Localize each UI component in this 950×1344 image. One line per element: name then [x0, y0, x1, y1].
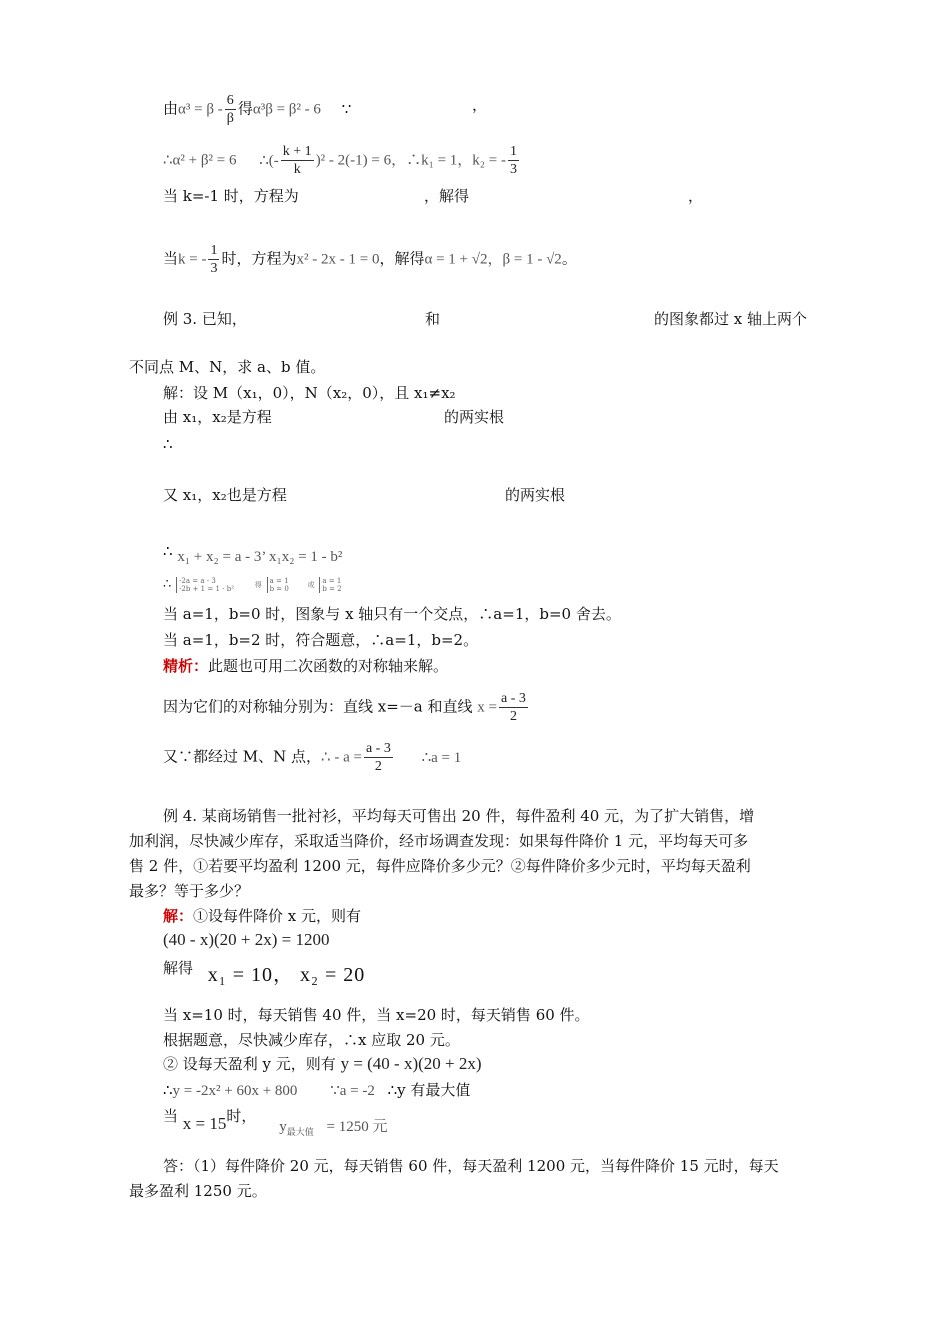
fraction-numerator: 1	[510, 144, 517, 159]
example-4-line-2: 加利润，尽快减少库存，采取适当降价，经市场调查发现：如果每件降价 1 元，平均每天可多	[129, 832, 749, 850]
therefore-symbol: ∴	[163, 542, 173, 560]
equation: ∵a = -2	[330, 1083, 375, 1099]
vieta-line	[163, 541, 343, 565]
derivation-line-2	[163, 143, 521, 178]
example-3-and: 和	[425, 310, 441, 328]
solution-4-start	[163, 906, 361, 926]
text: 或	[307, 581, 315, 589]
result: b = 0	[269, 585, 289, 593]
choose-line: 根据题意，尽快减少库存，∴x 应取 20 元。	[163, 1031, 460, 1049]
quadratic-line	[163, 1080, 470, 1101]
analysis-line	[163, 656, 448, 676]
equation: ∴(-	[259, 152, 279, 169]
example-4-line-1: 例 4. 某商场销售一批衬衫，平均每天可售出 20 件，每件盈利 40 元，为了扩大销售，增	[163, 807, 755, 825]
again-line	[163, 740, 461, 775]
example-3-text: 的图象都过 x 轴上两个	[654, 310, 807, 328]
equation: ∴a = 1	[421, 749, 462, 766]
text: ①设每件降价 x 元，则有	[193, 907, 362, 925]
fraction	[499, 690, 528, 725]
text: 。	[561, 249, 577, 268]
solution-roots-1: 由 x₁，x₂是方程	[163, 408, 272, 426]
text: 时，	[226, 1107, 257, 1125]
case-discard: 当 a=1，b=0 时，图象与 x 轴只有一个交点，∴a=1，b=0 舍去。	[163, 605, 621, 623]
fraction-denominator: 3	[210, 261, 218, 276]
case-k-minus-1: 当 k=-1 时，方程为	[163, 187, 299, 205]
fraction-numerator: a - 3	[501, 691, 526, 706]
text: 时，方程为	[221, 249, 297, 268]
fraction-denominator: β	[226, 111, 234, 126]
solution-setup: 解：设 M（x₁，0），N（x₂，0），且 x₁≠x₂	[163, 384, 456, 402]
therefore-symbol: ∴	[163, 577, 172, 592]
fraction-denominator: 3	[510, 162, 517, 177]
equation: k = -	[178, 251, 207, 268]
equation: ∴ - a =	[321, 749, 362, 766]
example-3-heading: 例 3. 已知，	[163, 310, 247, 328]
example-4-line-4: 最多？等于多少？	[129, 882, 250, 900]
system-equation: -2a = a - 3	[179, 577, 216, 585]
equation: α³β = β² - 6	[252, 101, 321, 118]
equation: ∴α² + β² = 6	[163, 152, 237, 169]
analysis-label: 精析：	[163, 657, 209, 675]
text: 当	[163, 249, 179, 268]
fraction-numerator: a - 3	[365, 741, 391, 756]
equation: x =	[477, 699, 498, 716]
fraction	[364, 740, 393, 775]
equation: x² - 2x - 1 = 0	[296, 251, 380, 268]
result: a = 1	[322, 577, 342, 585]
analysis-text: 此题也可用二次函数的对称轴来解。	[208, 657, 449, 675]
text: 因为它们的对称轴分别为：直线 x=－a 和直线	[163, 697, 473, 716]
fraction-denominator: 2	[509, 709, 517, 724]
equation	[163, 930, 329, 950]
fraction-numerator: 6	[225, 92, 236, 110]
therefore-symbol: ∴	[163, 435, 173, 453]
system-result-1	[267, 577, 289, 593]
fraction-numerator: k + 1	[282, 144, 312, 159]
fraction-denominator: k	[293, 162, 301, 177]
because-symbol: ∵	[341, 99, 352, 118]
sales-line: 当 x=10 时，每天销售 40 件，当 x=20 时，每天销售 60 件。	[163, 1006, 590, 1024]
roots: x₁ = 10， x₂ = 20	[207, 964, 366, 986]
axis-line	[163, 690, 530, 725]
equation: x = 15	[182, 1114, 227, 1133]
max-line	[163, 1106, 388, 1137]
text: ② 设每天盈利 y 元，则有	[163, 1055, 336, 1073]
fraction-numerator: 1	[210, 243, 218, 258]
solution-roots-2: 又 x₁，x₂也是方程	[163, 486, 287, 504]
equation: )² - 2(-1) = 6，∴k₁ = 1，k₂ = -	[315, 152, 506, 169]
result: a = 1	[269, 577, 289, 585]
text: 由	[163, 99, 179, 118]
fraction	[508, 143, 519, 178]
text: 又∵都经过 M、N 点，	[163, 747, 322, 766]
text: ∴y 有最大值	[387, 1081, 471, 1099]
subscript: 最大值	[286, 1127, 314, 1137]
text: 解得	[163, 959, 194, 977]
answer-line-1: 答：（1）每件降价 20 元，每天销售 60 件，每天盈利 1200 元，当每件降价 15 元时，每天	[163, 1157, 779, 1175]
equation: y	[279, 1119, 287, 1135]
equation-text: (40 - x)(20 + 2x) = 1200	[163, 930, 330, 949]
therefore-symbol: ∴	[163, 1081, 173, 1099]
fraction	[208, 242, 219, 277]
example-4-line-3: 售 2 件，①若要平均盈利 1200 元，每件应降价多少元？②每件降价多少元时，平均每天盈利	[129, 857, 751, 875]
case-k-minus-third	[163, 242, 577, 277]
text: 得	[254, 581, 262, 589]
fraction	[225, 92, 236, 127]
solution-roots-1-end: 的两实根	[444, 408, 505, 426]
text: 当	[163, 1107, 179, 1125]
solution-roots-2-end: 的两实根	[505, 486, 566, 504]
comma: ，	[472, 96, 488, 114]
equation: = 1250 元	[326, 1119, 388, 1135]
text: ，解得	[379, 249, 425, 268]
fraction	[281, 143, 314, 178]
equation: y = -2x² + 60x + 800	[172, 1083, 298, 1099]
example-3-question: 不同点 M、N，求 a、b 值。	[129, 358, 326, 376]
solve-line	[163, 957, 366, 986]
text: 得	[237, 99, 253, 118]
system-equation: -2b + 1 = 1 - b²	[179, 585, 235, 593]
fraction-denominator: 2	[374, 759, 382, 774]
solution-label: 解：	[163, 907, 194, 925]
system-result-2	[319, 577, 341, 593]
case-accept: 当 a=1，b=2 时，符合题意，∴a=1，b=2。	[163, 631, 479, 649]
system-line	[163, 577, 342, 593]
case-k-minus-1-solve: ，解得	[424, 187, 470, 205]
derivation-line-1	[163, 92, 351, 127]
equation: y = (40 - x)(20 + 2x)	[340, 1054, 482, 1073]
system-equations	[176, 577, 234, 593]
profit-line	[163, 1054, 482, 1074]
result: b = 2	[322, 585, 342, 593]
equation: α³ = β -	[178, 101, 223, 118]
equation: α = 1 + √2，β = 1 - √2	[424, 251, 562, 268]
answer-line-2: 最多盈利 1250 元。	[129, 1182, 267, 1200]
equation: x₁ + x₂ = a - 3’ x₁x₂ = 1 - b²	[177, 549, 343, 565]
comma: ，	[688, 187, 704, 205]
